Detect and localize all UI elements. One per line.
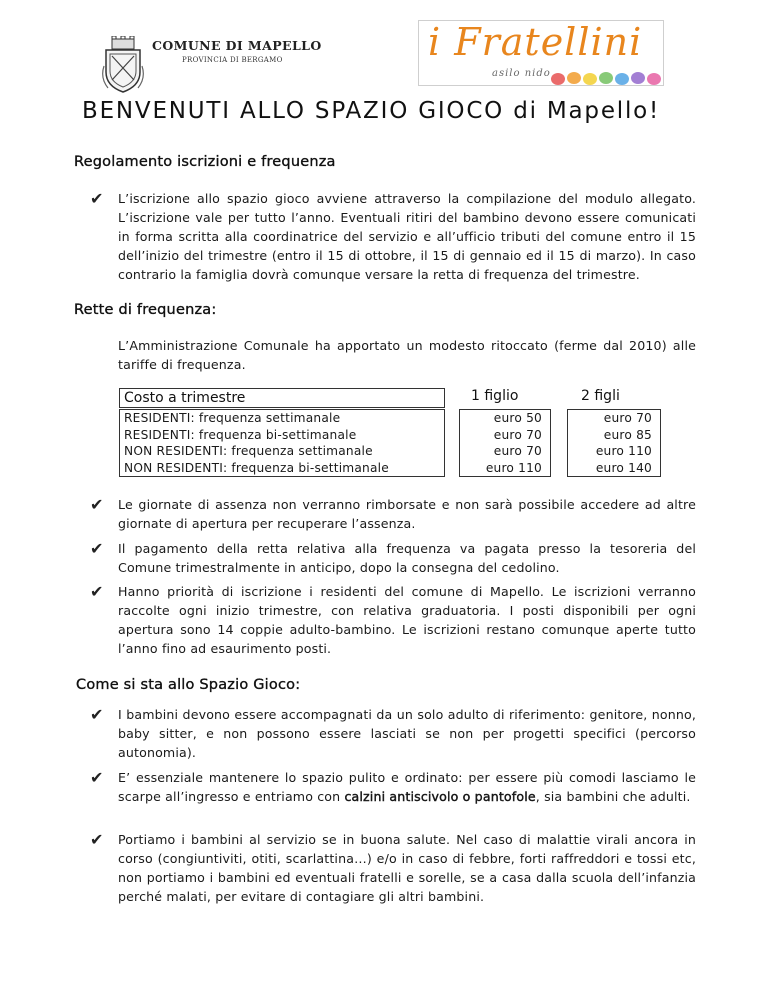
bullet-text: L’iscrizione allo spazio gioco avviene attraverso la compilazione del modulo allegato. L’iscrizione vale per tutto l’anno. Eventuali ritiri del bambino devono essere comunicati in forma scritta alla coordinatrice del servizio e all’ufficio tributi del comune entro il 15 dell’inizio del trimestre (entro il 15 di ottobre, il 15 di gennaio ed il 15 di marzo). In caso contrario la famiglia dovrà comunque versare la retta di frequenza del trimestre.: [118, 191, 696, 282]
checkmark-icon: ✔: [90, 495, 104, 514]
bullet-text: Portiamo i bambini al servizio se in buona salute. Nel caso di malattie virali ancora in corso (congiuntiviti, otiti, scarlattina…) e/o in caso di febbre, forti raffreddori e tossi etc, non portiamo i bambini ed eventuali fratelli e sorelle, se a casa dalla scuola dell’infanzia perché malati, per evitare di contagiare gli altri bambini.: [118, 832, 696, 904]
bullet-text-part: E’ essenziale mantenere lo spazio pulito e ordinato: per essere più comodi lasciamo le scarpe all’ingresso e entriamo con: [118, 770, 696, 804]
list-item: [90, 189, 696, 284]
table-cell: euro 70: [603, 411, 652, 425]
comune-crest-icon: [100, 36, 146, 94]
bullet-text: I bambini devono essere accompagnati da un solo adulto di riferimento: genitore, nonno, baby sitter, e non possono essere lasciati se non per progetti specifici (percorso autonomia).: [118, 707, 696, 760]
bullet-text-part: , sia bambini che adulti.: [535, 789, 691, 804]
colored-hands-icon: [548, 66, 664, 88]
list-item: [90, 582, 696, 658]
list-item: [90, 830, 696, 906]
list-item: [90, 539, 696, 577]
table-cell: euro 70: [493, 427, 542, 442]
bullet-text: Il pagamento della retta relativa alla frequenza va pagata presso la tesoreria del Comune trimestralmente in anticipo, dopo la consegna del cedolino.: [118, 541, 696, 575]
logo-subtitle: asilo nido: [492, 68, 551, 79]
comune-name: COMUNE DI MAPELLO: [152, 38, 322, 53]
rette-intro: L’Amministrazione Comunale ha apportato un modesto ritoccato (ferme dal 2010) alle tariffe di frequenza.: [118, 338, 696, 372]
section-heading-come-si-sta: Come si sta allo Spazio Gioco:: [76, 677, 301, 693]
table-header-two-children: 2 figli: [581, 388, 620, 404]
section-heading-regolamento: Regolamento iscrizioni e frequenza: [74, 154, 336, 170]
logo-title: i Fratellini: [428, 20, 643, 64]
page-title: BENVENUTI ALLO SPAZIO GIOCO di Mapello!: [82, 98, 661, 124]
bullet-text: Hanno priorità di iscrizione i residenti del comune di Mapello. Le iscrizioni verranno raccolte ogni inizio trimestre, con relativa graduatoria. I posti disponibili per ogni apertura sono 14 coppie adulto-bambino. Le iscrizioni restano comunque aperte tutto l’anno fino ad esaurimento posti.: [118, 584, 696, 656]
list-item: [90, 705, 696, 762]
table-cell: euro 140: [595, 460, 652, 475]
table-column-one-child: [459, 409, 551, 477]
checkmark-icon: ✔: [90, 830, 104, 849]
table-row-label: RESIDENTI: frequenza settimanale: [124, 411, 341, 425]
table-column-two-children: [567, 409, 661, 477]
list-item: [90, 495, 696, 533]
table-cell: euro 50: [493, 411, 542, 425]
table-row-label: NON RESIDENTI: frequenza settimanale: [124, 444, 373, 458]
list-item: [90, 768, 696, 806]
table-header-cost: Costo a trimestre: [119, 388, 445, 408]
checkmark-icon: ✔: [90, 705, 104, 724]
checkmark-icon: ✔: [90, 189, 104, 208]
table-cell: euro 110: [595, 444, 652, 458]
table-cell: euro 110: [485, 460, 542, 475]
bullet-text: [118, 768, 696, 806]
section-heading-rette: Rette di frequenza:: [74, 302, 217, 318]
bullet-text: Le giornate di assenza non verranno rimborsate e non sarà possibile accedere ad altre giornate di apertura per recuperare l’assenza.: [118, 497, 696, 531]
checkmark-icon: ✔: [90, 539, 104, 558]
bullet-text-emphasis: calzini antiscivolo o pantofole: [344, 789, 536, 804]
checkmark-icon: ✔: [90, 768, 104, 787]
table-row-label: NON RESIDENTI: frequenza bi-settimanale: [124, 460, 389, 475]
table-header-one-child: 1 figlio: [471, 388, 519, 404]
fees-table: [115, 388, 661, 480]
table-row-label: RESIDENTI: frequenza bi-settimanale: [124, 427, 357, 442]
table-cell: euro 70: [493, 444, 542, 458]
comune-province: PROVINCIA DI BERGAMO: [182, 56, 283, 64]
checkmark-icon: ✔: [90, 582, 104, 601]
table-cell: euro 85: [603, 427, 652, 442]
table-labels: [119, 409, 445, 477]
